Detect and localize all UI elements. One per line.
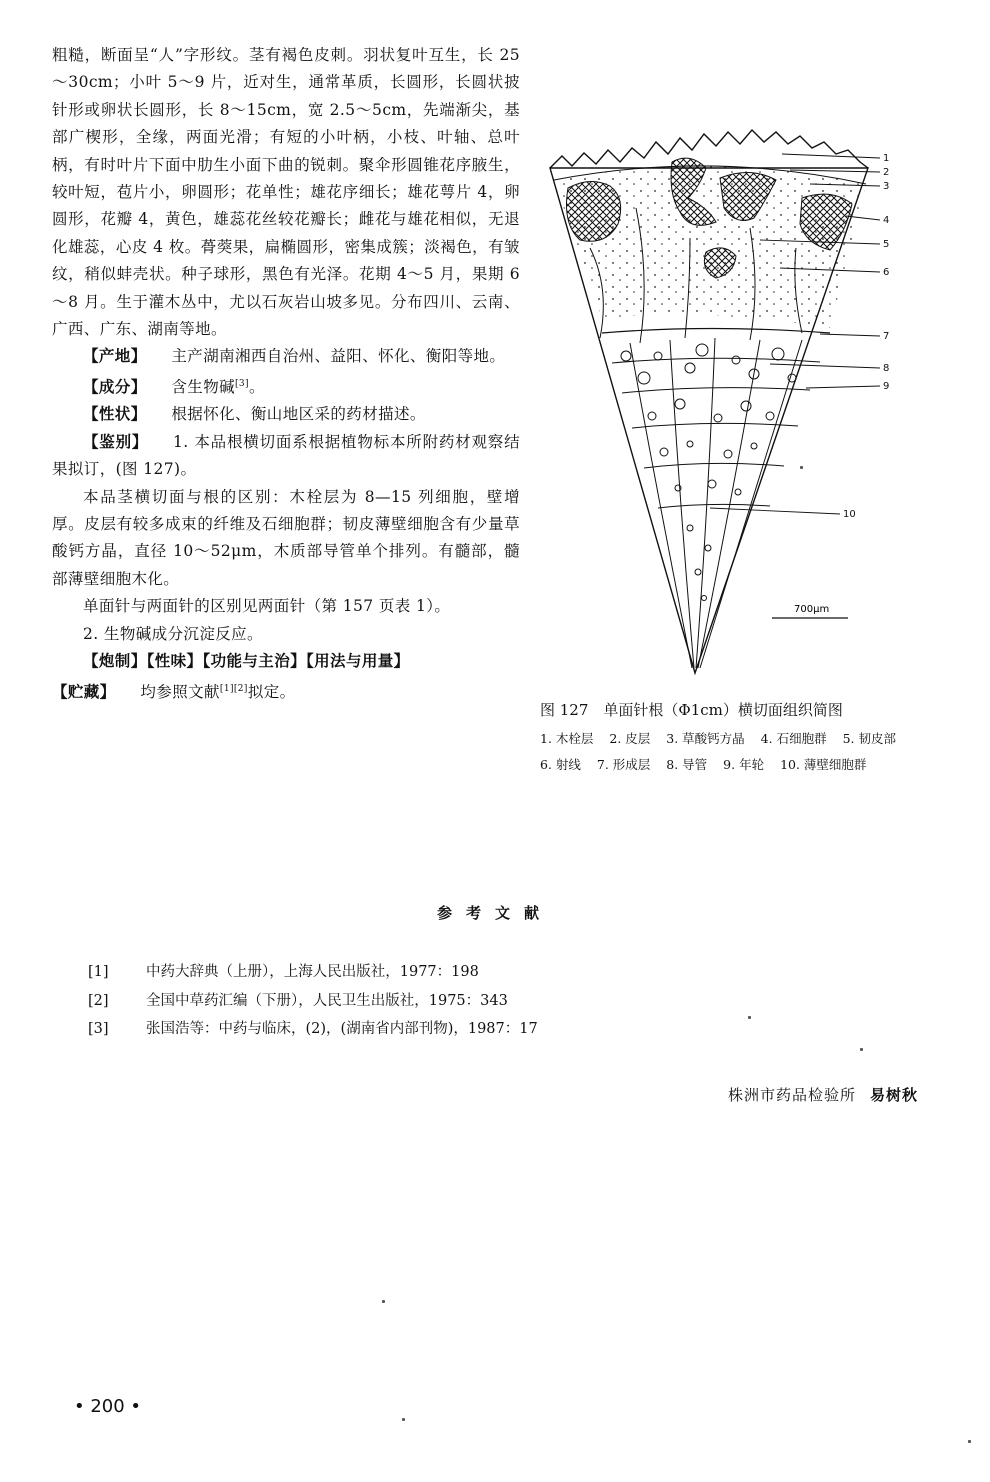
reference-text: 全国中草药汇编（下册），人民卫生出版社，1975：343 <box>146 992 508 1009</box>
processing-labels: 【炮制】【性味】【功能与主治】【用法与用量】 <box>83 652 410 671</box>
intro-paragraph: 粗糙，断面呈“人”字形纹。茎有褐色皮刺。羽状复叶互生，长 25～30cm；小叶 5～9 片，近对生，通常革质，长圆形，长圆状披针形或卵状长圆形，长 8～15cm，宽 2.5～5cm，先端渐尖，基部广楔形，全缘，两面光滑；有短的小叶柄，小枝、叶轴、总叶柄，有时叶片下面中肋生小面下曲的锐刺。聚伞形圆锥花序腋生，较叶短，苞片小，卵圆形；花单性；雄花序细长；雄花萼片 4，卵圆形，花瓣 4，黄色，雄蕊花丝较花瓣长；雌花与雄花相似，无退化雄蕊，心皮 4 枚。蓇葖果，扁椭圆形，密集成簇；淡褐色，有皱纹，稍似蚌壳状。种子球形，黑色有光泽。花期 4～5 月，果期 6～8 月。生于灌木丛中，尤以石灰岩山坡多见。分布四川、云南、广西、广东、湖南等地。 <box>52 46 520 339</box>
legend-item: 9. 年轮 <box>723 757 765 772</box>
storage-text-b: 拟定。 <box>247 682 296 701</box>
scan-speck <box>800 466 803 469</box>
alkaloid-paragraph: 2. 生物碱成分沉淀反应。 <box>83 624 263 643</box>
callout-9: 9 <box>883 381 890 392</box>
origin-text: 主产湖南湘西自治州、益阳、怀化、衡阳等地。 <box>171 347 506 366</box>
components-label: 【成分】 <box>83 378 147 397</box>
compare-paragraph: 单面针与两面针的区别见两面针（第 157 页表 1）。 <box>83 597 451 616</box>
identification-text: 1. 本品根横切面系根据植物标本所附药材观察结果拟订，(图 127)。 <box>52 432 520 479</box>
character-section <box>52 401 520 428</box>
author-line <box>728 1084 918 1105</box>
body-text <box>52 42 520 706</box>
reference-item <box>88 958 888 987</box>
figure-caption <box>540 698 930 778</box>
storage-label: 【贮藏】 <box>52 682 116 701</box>
legend-item: 5. 韧皮部 <box>842 731 896 746</box>
reference-item <box>88 1015 888 1044</box>
cross-section-diagram <box>540 128 920 688</box>
stem-paragraph: 本品茎横切面与根的区别：木栓层为 8—15 列细胞，壁增厚。皮层有较多成束的纤维及石细胞群；韧皮薄壁细胞含有少量草酸钙方晶，直径 10～52μm，木质部导管单个排列。有髓部，髓部薄壁细胞木化。 <box>52 487 520 588</box>
legend-item: 6. 射线 <box>540 757 581 772</box>
reference-text: 中药大辞典（上册），上海人民出版社，1977：198 <box>146 964 479 980</box>
storage-line <box>52 676 520 707</box>
page-number: • 200 • <box>74 1396 142 1417</box>
identification-section <box>52 429 520 484</box>
callout-7: 7 <box>883 331 890 342</box>
origin-label: 【产地】 <box>83 347 147 366</box>
callout-6: 6 <box>883 267 890 278</box>
character-label: 【性状】 <box>83 405 147 424</box>
components-text: 含生物碱 <box>171 378 236 397</box>
scan-speck <box>860 1048 863 1051</box>
callout-1: 1 <box>883 153 890 164</box>
legend-item: 3. 草酸钙方晶 <box>666 731 745 746</box>
reference-text: 张国浩等：中药与临床，(2)，(湖南省内部刊物)，1987：17 <box>146 1021 538 1037</box>
main-text-column <box>52 42 520 706</box>
caption-title: 图 127 单面针根（Φ1cm）横切面组织简图 <box>540 701 843 719</box>
cambium-line <box>602 329 830 334</box>
annual-ring-line <box>622 388 810 393</box>
scan-speck <box>382 1300 385 1303</box>
cork-layer <box>550 130 868 168</box>
components-end: 。 <box>248 378 265 397</box>
author-institution: 株洲市药品检验所 <box>727 1086 856 1104</box>
scan-speck <box>402 1418 405 1421</box>
caption-legend <box>540 726 930 778</box>
references-heading: 参考文献 <box>436 904 553 922</box>
identification-label: 【鉴别】 <box>83 432 149 451</box>
callout-5: 5 <box>883 239 890 250</box>
components-ref: [3] <box>235 378 249 389</box>
origin-section <box>52 343 520 370</box>
labels-line <box>52 648 520 675</box>
reference-number: [2] <box>88 992 109 1009</box>
scan-speck <box>968 1440 971 1443</box>
components-section <box>52 371 520 402</box>
root-cross-section-figure <box>540 128 920 688</box>
legend-item: 7. 形成层 <box>596 757 651 772</box>
legend-item: 10. 薄壁细胞群 <box>780 757 867 772</box>
author-name: 易树秋 <box>869 1086 918 1104</box>
storage-text-a: 均参照文献 <box>140 682 220 701</box>
legend-item: 1. 木栓层 <box>540 731 594 746</box>
legend-item: 8. 导管 <box>666 757 708 772</box>
reference-number: [3] <box>88 1021 109 1037</box>
reference-number: [1] <box>88 964 109 980</box>
scan-speck <box>748 1016 751 1019</box>
reference-item <box>88 987 888 1016</box>
callout-4: 4 <box>883 215 890 226</box>
legend-item: 2. 皮层 <box>609 731 651 746</box>
legend-item: 4. 石细胞群 <box>760 731 827 746</box>
callout-10: 10 <box>843 509 856 520</box>
stone-cell-group-1 <box>567 181 621 241</box>
callout-3: 3 <box>883 181 890 192</box>
scale-label: 700μm <box>794 604 830 615</box>
references-list <box>88 958 888 1044</box>
callout-8: 8 <box>883 363 890 374</box>
callout-2: 2 <box>883 167 890 178</box>
storage-ref: [1][2] <box>219 683 248 694</box>
character-text: 根据怀化、衡山地区采的药材描述。 <box>171 405 426 424</box>
